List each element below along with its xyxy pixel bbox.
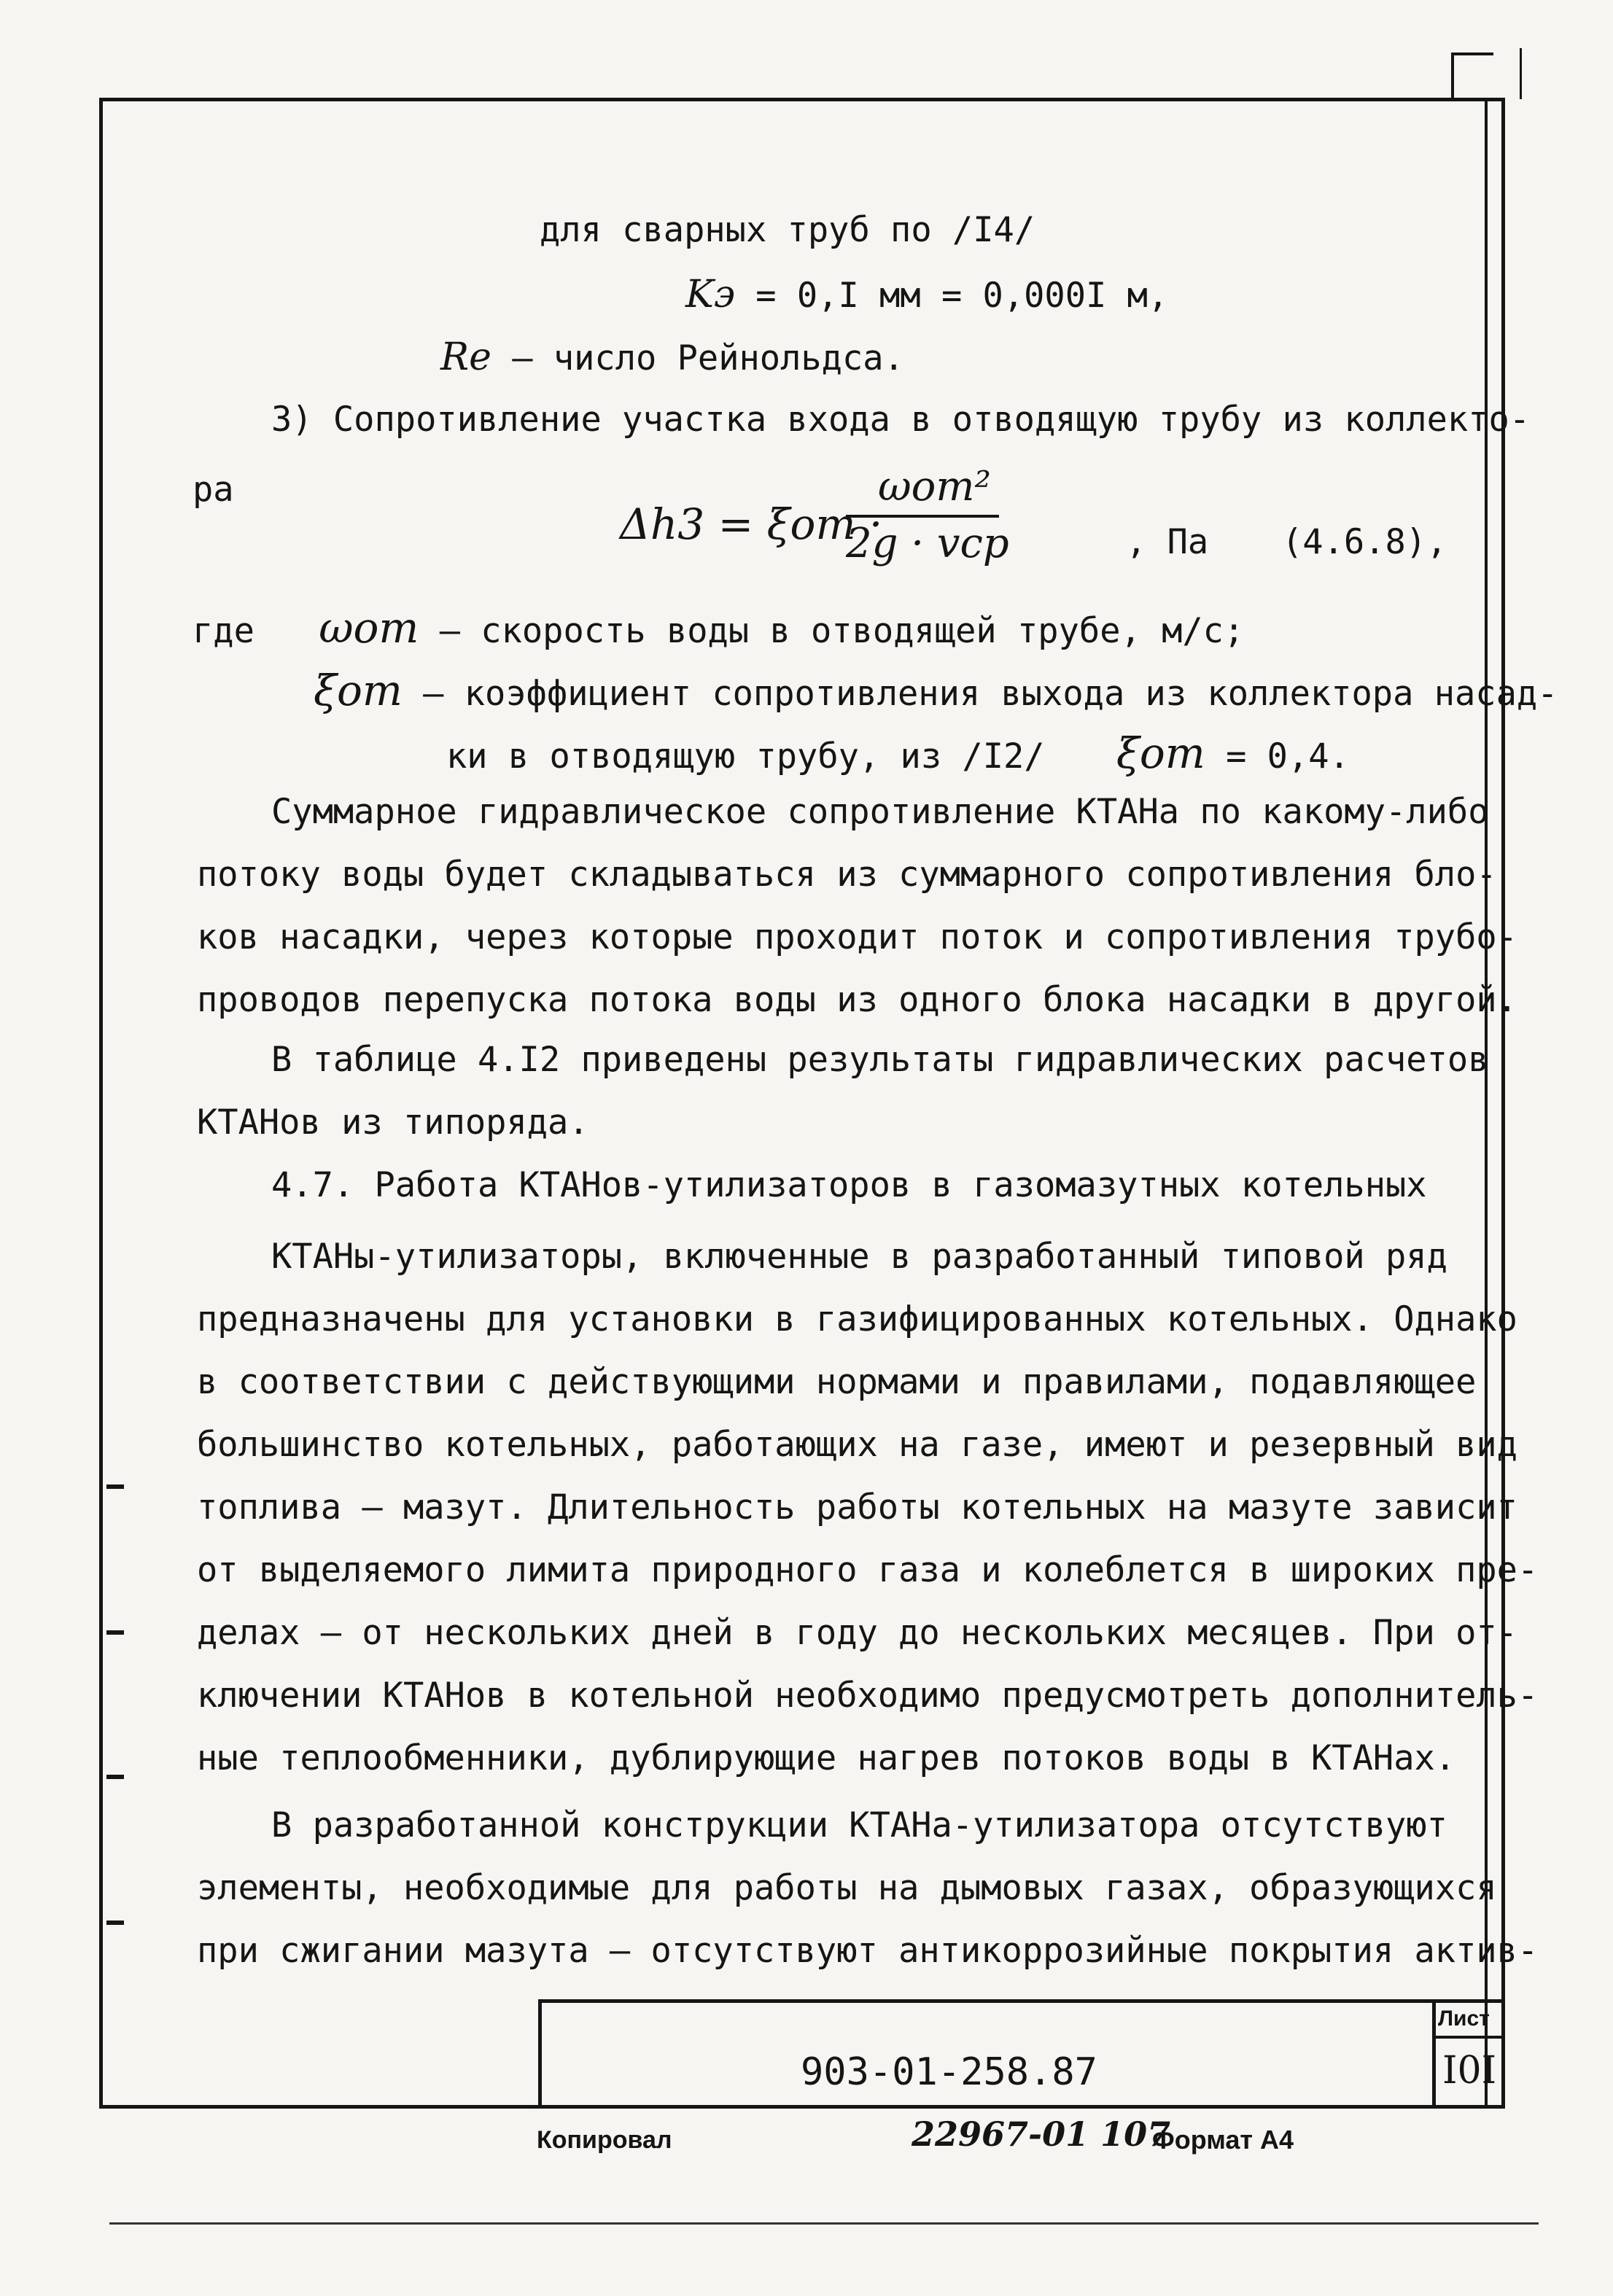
paragraph-line: топлива – мазут. Длительность работы котельных на мазуте зависит xyxy=(197,1487,1517,1528)
text-line: ра xyxy=(193,470,234,510)
paragraph-line: от выделяемого лимита природного газа и колеблется в широких пре- xyxy=(197,1550,1539,1590)
section-heading: 4.7. Работа КТАНов-утилизаторов в газомазутных котельных xyxy=(271,1165,1427,1205)
corner-mark xyxy=(1451,52,1493,101)
paragraph-line: предназначены для установки в газифицированных котельных. Однако xyxy=(197,1299,1517,1339)
var-xi: ξот xyxy=(314,666,403,715)
paragraph-line: КТАНы-утилизаторы, включенные в разработанный типовой ряд xyxy=(271,1237,1447,1277)
document-code: 903-01-258.87 xyxy=(801,2050,1097,2094)
text-line xyxy=(193,603,1245,653)
formula-lhs: Δh3 = ξот · xyxy=(620,499,883,549)
text-xi-def: – коэффициент сопротивления выхода из коллектора насад- xyxy=(423,674,1558,714)
paragraph-line: КТАНов из типоряда. xyxy=(197,1102,589,1143)
text-line: 3) Сопротивление участка входа в отводящую трубу из коллекто- xyxy=(271,400,1531,440)
text-source: ки в отводящую трубу, из /I2/ xyxy=(446,736,1045,777)
paragraph-line: ные теплообменники, дублирующие нагрев потоков воды в КТАНах. xyxy=(197,1738,1456,1778)
paragraph-line: Суммарное гидравлическое сопротивление КТАНа по какому-либо xyxy=(271,792,1489,832)
sheet-divider xyxy=(1432,2036,1505,2039)
sheet-number: I0I xyxy=(1442,2049,1497,2093)
margin-tick xyxy=(106,1484,124,1489)
text-line xyxy=(446,728,1350,778)
var-k: Kэ xyxy=(685,273,735,316)
margin-tick xyxy=(106,1775,124,1779)
paragraph-line: ключении КТАНов в котельной необходимо предусмотреть дополнитель- xyxy=(197,1676,1539,1716)
where-word: где xyxy=(193,611,254,651)
var-w: ωот xyxy=(319,603,419,653)
text-re-def: – число Рейнольдса. xyxy=(512,338,904,378)
text-k-value: = 0,I мм = 0,000I м, xyxy=(755,276,1169,316)
paragraph-line: большинство котельных, работающих на газе, имеют и резервный вид xyxy=(197,1425,1517,1465)
paragraph-line: ков насадки, через которые проходит поток и сопротивления трубо- xyxy=(197,917,1517,957)
text-xi-value: = 0,4. xyxy=(1226,736,1350,777)
format-label: Формат А4 xyxy=(1152,2125,1294,2155)
copy-number: 22967-01 107 xyxy=(912,2114,1171,2154)
text-line xyxy=(314,666,1558,715)
paragraph-line: проводов перепуска потока воды из одного блока насадки в другой. xyxy=(197,980,1517,1020)
paragraph-line: в соответствии с действующими нормами и правилами, подавляющее xyxy=(197,1362,1477,1402)
text-line: для сварных труб по /I4/ xyxy=(540,210,1035,250)
sheet-label: Лист xyxy=(1438,2007,1490,2031)
paragraph-line: делах – от нескольких дней в году до нескольких месяцев. При от- xyxy=(197,1613,1517,1653)
text-line xyxy=(440,335,904,379)
formula-number: (4.6.8), xyxy=(1282,522,1447,562)
text-w-def: – скорость воды в отводящей трубе, м/с; xyxy=(439,611,1245,651)
copied-label: Копировал xyxy=(537,2126,672,2154)
var-re: Re xyxy=(440,335,491,379)
text-line xyxy=(685,273,1169,316)
formula-numerator: ωот² xyxy=(878,463,991,510)
corner-mark-line xyxy=(1520,48,1522,99)
formula-unit: , Па xyxy=(1126,522,1209,562)
var-xi: ξот xyxy=(1116,728,1205,778)
bottom-rule xyxy=(109,2222,1539,2225)
paragraph-line: потоку воды будет складываться из суммарного сопротивления бло- xyxy=(197,855,1497,895)
formula-denominator: 2g · vср xyxy=(846,520,1009,567)
paragraph-line: В таблице 4.I2 приведены результаты гидравлических расчетов xyxy=(271,1040,1489,1080)
margin-tick xyxy=(106,1630,124,1635)
fraction-bar xyxy=(846,515,999,518)
paragraph-line: В разработанной конструкции КТАНа-утилизатора отсутствуют xyxy=(271,1805,1447,1845)
paragraph-line: элементы, необходимые для работы на дымовых газах, образующихся xyxy=(197,1868,1497,1908)
paragraph-line: при сжигании мазута – отсутствуют антикоррозийные покрытия актив- xyxy=(197,1931,1539,1971)
margin-tick xyxy=(106,1921,124,1925)
